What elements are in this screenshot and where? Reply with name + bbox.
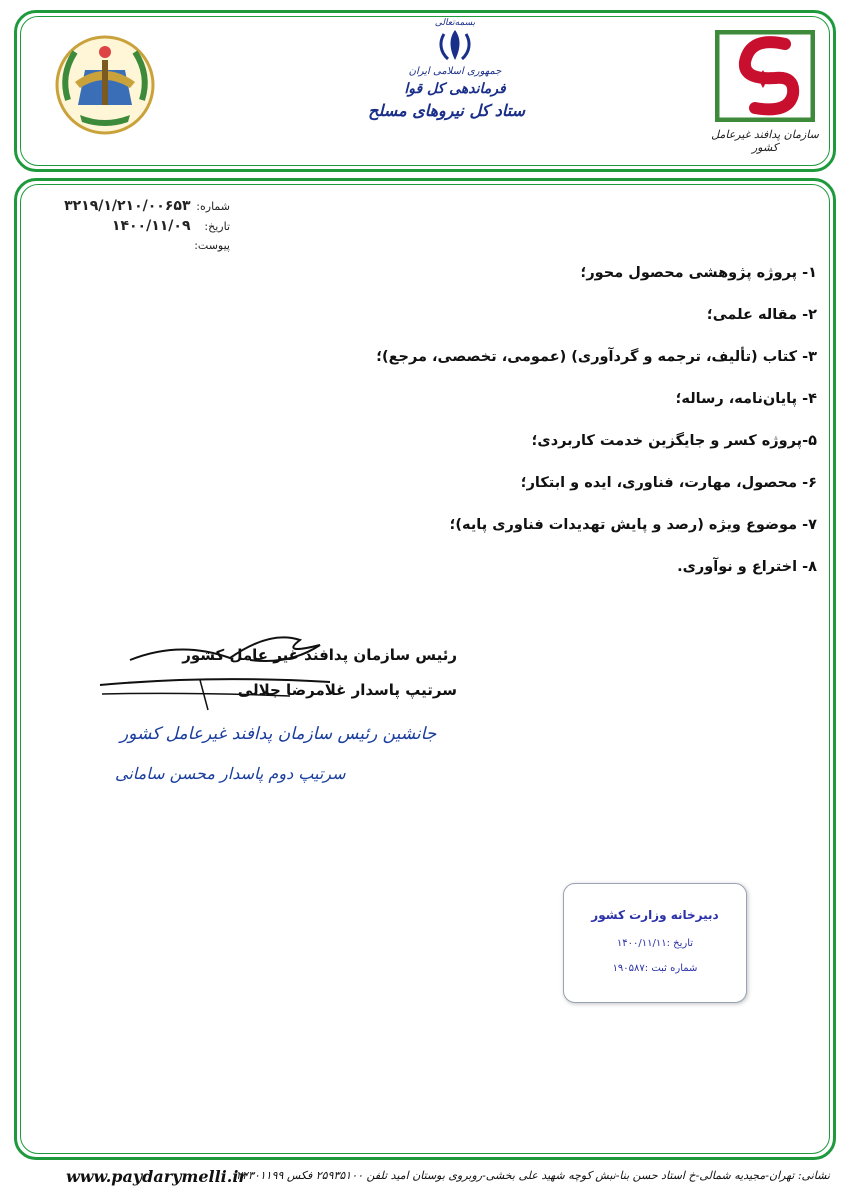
footer-address: نشانی: تهران-مجیدیه شمالی-خ استاد حسن بنا-نبش کوچه شهید علی بخشی-روبروی بوستان امید تلفن ۲۵۹۳۵۱۰۰ فکس ۲۲۳۰۱۱۹۹	[236, 1169, 830, 1182]
meta-attach-row	[40, 236, 230, 256]
center-header-emblem	[368, 18, 525, 163]
items-list	[117, 260, 817, 596]
number-label: شماره:	[196, 200, 230, 213]
meta-number-row	[40, 196, 230, 216]
supreme-command-text: فرماندهی کل قوا	[404, 81, 506, 97]
bismillah-text: بسمه‌تعالی	[434, 18, 476, 28]
date-value: ۱۴۰۰/۱۱/۰۹	[111, 218, 191, 234]
list-item: ۸- اختراع و نوآوری.	[677, 559, 817, 575]
footer-website: www.paydarymelli.ir	[66, 1167, 247, 1186]
letter-meta	[40, 196, 230, 256]
stamp-reg-number: شماره ثبت :۱۹۰۵۸۷	[612, 963, 698, 974]
signer-title: رئیس سازمان پدافند غیر عامل کشور	[182, 646, 457, 664]
signature-scribble-icon	[90, 610, 350, 730]
attach-label: پیوست:	[194, 239, 230, 252]
list-item: ۱- پروژه پژوهشی محصول محور؛	[580, 265, 817, 281]
deputy-title-handwritten: جانشین رئیس سازمان پدافند غیرعامل کشور	[120, 724, 437, 744]
iran-emblem-icon	[435, 28, 475, 62]
deputy-name-handwritten: سرتیپ دوم پاسدار محسن سامانی	[115, 764, 346, 783]
armed-forces-emblem-icon	[50, 30, 160, 140]
passive-defense-caption: سازمان پدافند غیرعامل کشور	[711, 128, 819, 154]
meta-date-row	[40, 216, 230, 236]
list-item: ۷- موضوع ویژه (رصد و پایش تهدیدات فناوری پایه)؛	[449, 517, 817, 533]
list-item: ۴- پایان‌نامه، رساله؛	[675, 391, 817, 407]
stamp-date: تاریخ :۱۴۰۰/۱۱/۱۱	[616, 938, 694, 949]
list-item: ۶- محصول، مهارت، فناوری، ایده و ابتکار؛	[520, 475, 817, 491]
stamp-title: دبیرخانه وزارت کشور	[591, 908, 719, 922]
number-value: ۳۲۱۹/۱/۲۱۰/۰۰۶۵۳	[64, 198, 191, 214]
passive-defense-logo	[710, 30, 820, 155]
passive-defense-logo-icon	[715, 30, 815, 122]
date-label: تاریخ:	[204, 220, 230, 233]
iran-republic-text: جمهوری اسلامی ایران	[408, 66, 502, 77]
list-item: ۳- کتاب (تألیف، ترجمه و گردآوری) (عمومی، تخصصی، مرجع)؛	[376, 349, 817, 365]
signer-name: سرتیپ پاسدار غلامرضا جلالی	[237, 681, 457, 699]
list-item: ۵-پروژه کسر و جایگزین خدمت کاربردی؛	[531, 433, 817, 449]
footer	[60, 1165, 830, 1191]
ministry-registration-stamp	[563, 883, 747, 1003]
list-item: ۲- مقاله علمی؛	[706, 307, 817, 323]
general-staff-text: ستاد کل نیروهای مسلح	[368, 101, 525, 120]
